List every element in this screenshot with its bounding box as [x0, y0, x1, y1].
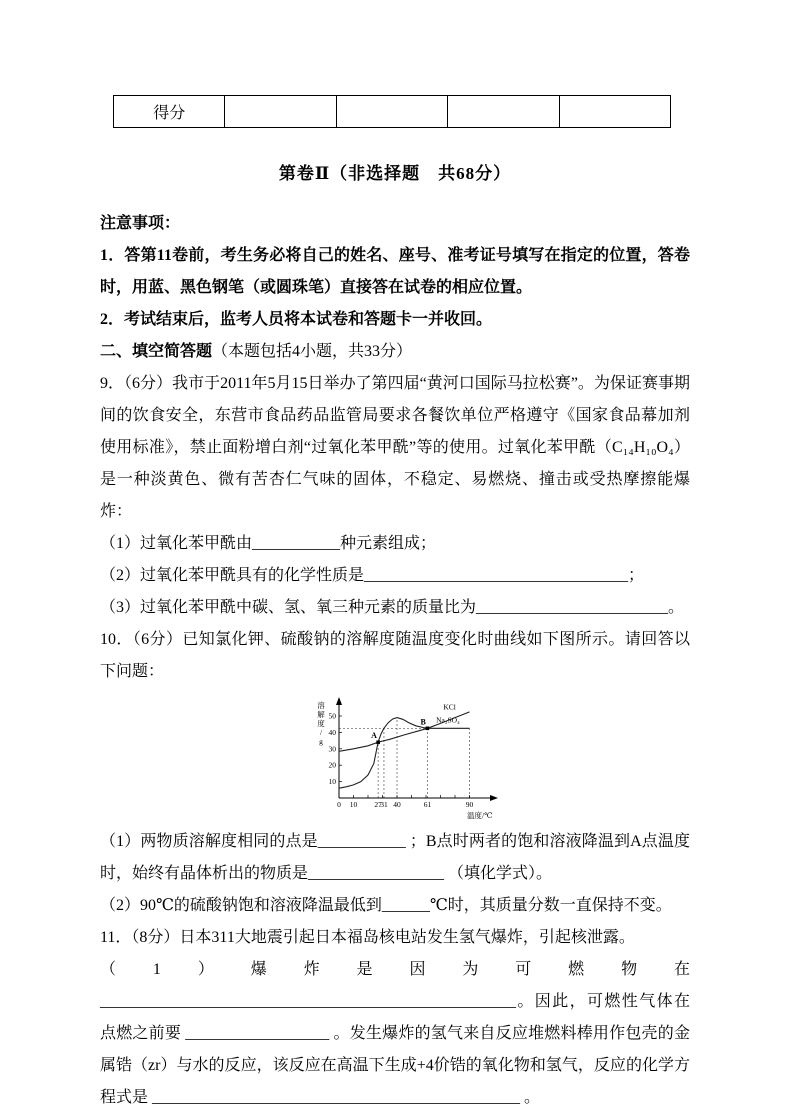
question-11-part-1: （1）爆炸是因为可燃物在____________________________________________________。因此，可燃性气体在点燃之前要 __________________ 。发生爆炸的氢气来自反应堆燃料棒用作包壳的金属锆（zr）与水的反应，该反应在高温下生成+4价锆的氧化物和氢气，反应的化学方程式是 ______________________________________________ 。 — [100, 961, 690, 1106]
svg-text:27: 27 — [374, 800, 382, 809]
section-heading-title: 二、填空简答题 — [100, 343, 213, 360]
score-table — [113, 95, 671, 128]
page-title: 第卷Ⅱ（非选择题 共68分） — [278, 164, 512, 183]
section-heading — [100, 336, 690, 368]
svg-text:温度/℃: 温度/℃ — [467, 811, 493, 820]
svg-text:KCl: KCl — [443, 702, 456, 712]
question-9-stem: 9．（6分）我市于2011年5月15日举办了第四届“黄河口国际马拉松赛”。为保证赛事期间的饮食安全，东营市食品药品监管局要求各餐饮单位严格遵守《国家食品幕加剂使用标准》，禁止面粉增白剂“过氧化苯甲酰”等的使用。过氧化苯甲酰（C₁₄H₁₀O₄）是一种淡黄色、微有苦杏仁气味的固体，不稳定、易燃烧、撞击或受热摩擦能爆炸： — [100, 375, 690, 520]
svg-text:31: 31 — [380, 800, 388, 809]
svg-text:A: A — [371, 731, 377, 741]
score-empty-cell-4 — [559, 96, 670, 128]
question-10-part-1: （1）两物质溶解度相同的点是___________ ；B点时两者的饱和溶液降温到A点温度时，始终有晶体析出的物质是_________________ （填化学式）。 — [100, 833, 690, 882]
score-empty-cell-1 — [225, 96, 336, 128]
svg-text:30: 30 — [328, 744, 336, 754]
svg-text:g: g — [319, 737, 323, 746]
svg-text:度: 度 — [317, 719, 325, 728]
svg-text:溶: 溶 — [317, 701, 325, 710]
svg-text:50: 50 — [328, 711, 336, 721]
question-10-part-2: （2）90℃的硫酸钠饱和溶液降温最低到______℃时，其质量分数一直保持不变。 — [100, 897, 672, 914]
notice-item-2: 2．考试结束后，监考人员将本试卷和答题卡一并收回。 — [100, 311, 493, 328]
notice-heading: 注意事项： — [100, 215, 181, 232]
svg-text:解: 解 — [317, 710, 325, 719]
svg-text:90: 90 — [465, 800, 474, 809]
question-9-part-1: （1）过氧化苯甲酰由___________种元素组成； — [100, 535, 437, 552]
question-9-part-3: （3）过氧化苯甲酰中碳、氢、氧三种元素的质量比为________________________。 — [100, 599, 685, 616]
svg-text:61: 61 — [423, 800, 432, 809]
question-10-stem: 10．（6分）已知氯化钾、硫酸钠的溶解度随温度变化时曲线如下图所示。请回答以下问题： — [100, 631, 690, 680]
notice-section — [100, 208, 690, 336]
svg-text:B: B — [420, 717, 426, 727]
score-label-cell: 得分 — [114, 96, 225, 128]
section-heading-note: （本题包括4小题，共33分） — [212, 343, 413, 360]
solubility-curve-chart — [315, 692, 511, 824]
score-empty-cell-3 — [448, 96, 559, 128]
svg-text:10: 10 — [328, 777, 336, 787]
svg-text:20: 20 — [328, 760, 336, 770]
score-empty-cell-2 — [336, 96, 447, 128]
notice-item-1: 1．答第11卷前，考生务必将自己的姓名、座号、准考证号填写在指定的位置，答卷时，用蓝、黑色钢笔（或圆珠笔）直接答在试卷的相应位置。 — [100, 247, 690, 296]
svg-text:Na₂SO₄: Na₂SO₄ — [436, 715, 460, 725]
question-9-part-2: （2）过氧化苯甲酰具有的化学性质是_________________________________； — [100, 567, 645, 584]
svg-text:40: 40 — [393, 800, 401, 809]
question-11-stem: 11．（8分）日本311大地震引起日本福岛核电站发生氢气爆炸，引起核泄露。 — [100, 929, 635, 946]
score-table-row — [114, 96, 671, 128]
solubility-curve-svg — [315, 692, 511, 824]
svg-text:10: 10 — [349, 800, 358, 809]
svg-text:/: / — [319, 728, 323, 737]
svg-text:40: 40 — [328, 727, 336, 737]
svg-text:0: 0 — [337, 800, 341, 809]
